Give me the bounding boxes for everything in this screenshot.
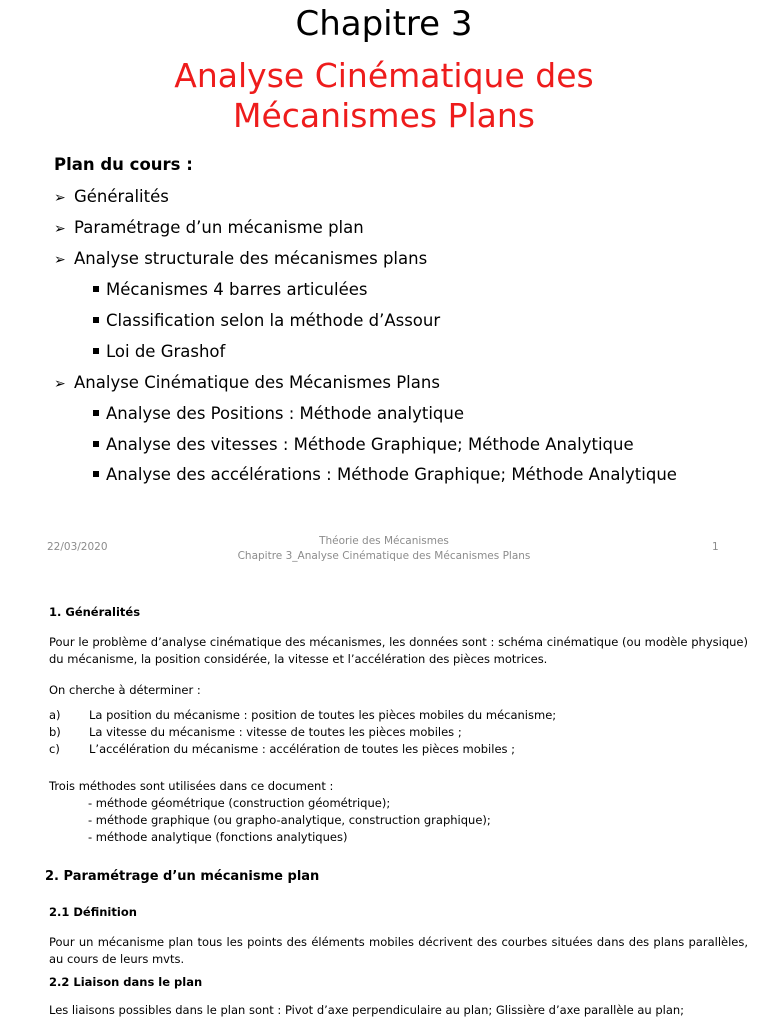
slide-title-line-1: Analyse Cinématique des [174, 56, 594, 95]
outline-item [54, 185, 169, 210]
chapter-title: Chapitre 3 [295, 4, 473, 44]
outline-subitem-label: Mécanismes 4 barres articulées [106, 280, 368, 299]
outline-subitem [93, 463, 677, 487]
method-item: - méthode géométrique (construction géométrique); [88, 796, 391, 810]
arrow-bullet-icon: ➢ [54, 252, 66, 268]
outline-subitem [93, 309, 440, 333]
square-bullet-icon [93, 441, 99, 447]
outline-item-label: Généralités [74, 187, 169, 206]
outline-item [54, 247, 427, 272]
outline-item-label: Analyse structurale des mécanismes plans [74, 249, 428, 268]
outline-subitem [93, 402, 464, 426]
section-2-2-title: 2.2 Liaison dans le plan [49, 975, 203, 989]
method-item: - méthode analytique (fonctions analytiques) [88, 830, 348, 844]
outline-subitem-label: Classification selon la méthode d’Assour [106, 311, 441, 330]
list-item-letter: c) [49, 742, 60, 756]
footer-date: 22/03/2020 [47, 541, 108, 553]
slide-title-line-2: Mécanismes Plans [233, 96, 535, 135]
outline-subitem-label: Loi de Grashof [106, 342, 226, 361]
arrow-bullet-icon: ➢ [54, 190, 66, 206]
arrow-bullet-icon: ➢ [54, 221, 66, 237]
footer-course: Théorie des Mécanismes [319, 535, 449, 547]
outline-subitem [93, 340, 225, 364]
list-item-letter: a) [49, 708, 61, 722]
list-item-text: La vitesse du mécanisme : vitesse de toutes les pièces mobiles ; [89, 725, 462, 739]
footer-page-number: 1 [712, 541, 719, 553]
section-2-2-paragraph: Les liaisons possibles dans le plan sont : Pivot d’axe perpendiculaire au plan; Glissière d’axe parallèle au plan; [49, 1003, 685, 1017]
plan-heading: Plan du cours : [54, 155, 193, 174]
square-bullet-icon [93, 410, 99, 416]
section-1-intro: On cherche à déterminer : [49, 683, 201, 697]
outline-subitem-label: Analyse des vitesses : Méthode Graphique; Méthode Analytique [106, 435, 634, 454]
outline-item-label: Paramétrage d’un mécanisme plan [74, 218, 364, 237]
square-bullet-icon [93, 348, 99, 354]
slide-title [0, 56, 768, 136]
outline-item [54, 216, 364, 241]
footer-title [184, 534, 584, 564]
list-item-text: L’accélération du mécanisme : accélération de toutes les pièces mobiles ; [89, 742, 516, 756]
outline-subitem [93, 433, 634, 457]
outline-item-label: Analyse Cinématique des Mécanismes Plans [74, 373, 440, 392]
square-bullet-icon [93, 286, 99, 292]
section-2-1-title: 2.1 Définition [49, 905, 137, 919]
method-item: - méthode graphique (ou grapho-analytique, construction graphique); [88, 813, 491, 827]
section-2-1-paragraph: Pour un mécanisme plan tous les points des éléments mobiles décrivent des courbes situées dans des plans parallèles, au cours de leurs mvts. [49, 935, 748, 966]
footer-chapter: Chapitre 3_Analyse Cinématique des Mécanismes Plans [237, 550, 531, 562]
list-item-letter: b) [49, 725, 61, 739]
outline-subitem [93, 278, 367, 302]
section-1-title: 1. Généralités [49, 605, 141, 619]
outline-subitem-label: Analyse des accélérations : Méthode Graphique; Méthode Analytique [106, 465, 677, 484]
list-item-text: La position du mécanisme : position de toutes les pièces mobiles du mécanisme; [89, 708, 557, 722]
square-bullet-icon [93, 317, 99, 323]
outline-subitem-label: Analyse des Positions : Méthode analytique [106, 404, 464, 423]
square-bullet-icon [93, 471, 99, 477]
arrow-bullet-icon: ➢ [54, 376, 66, 392]
methods-intro: Trois méthodes sont utilisées dans ce document : [49, 779, 334, 793]
section-2-title: 2. Paramétrage d’un mécanisme plan [45, 869, 320, 884]
section-1-paragraph: Pour le problème d’analyse cinématique des mécanismes, les données sont : schéma cinématique (ou modèle physique) du mécanisme, la position considérée, la vitesse et l’accélération des pièces motrices. [49, 635, 748, 666]
outline-item [54, 371, 440, 396]
